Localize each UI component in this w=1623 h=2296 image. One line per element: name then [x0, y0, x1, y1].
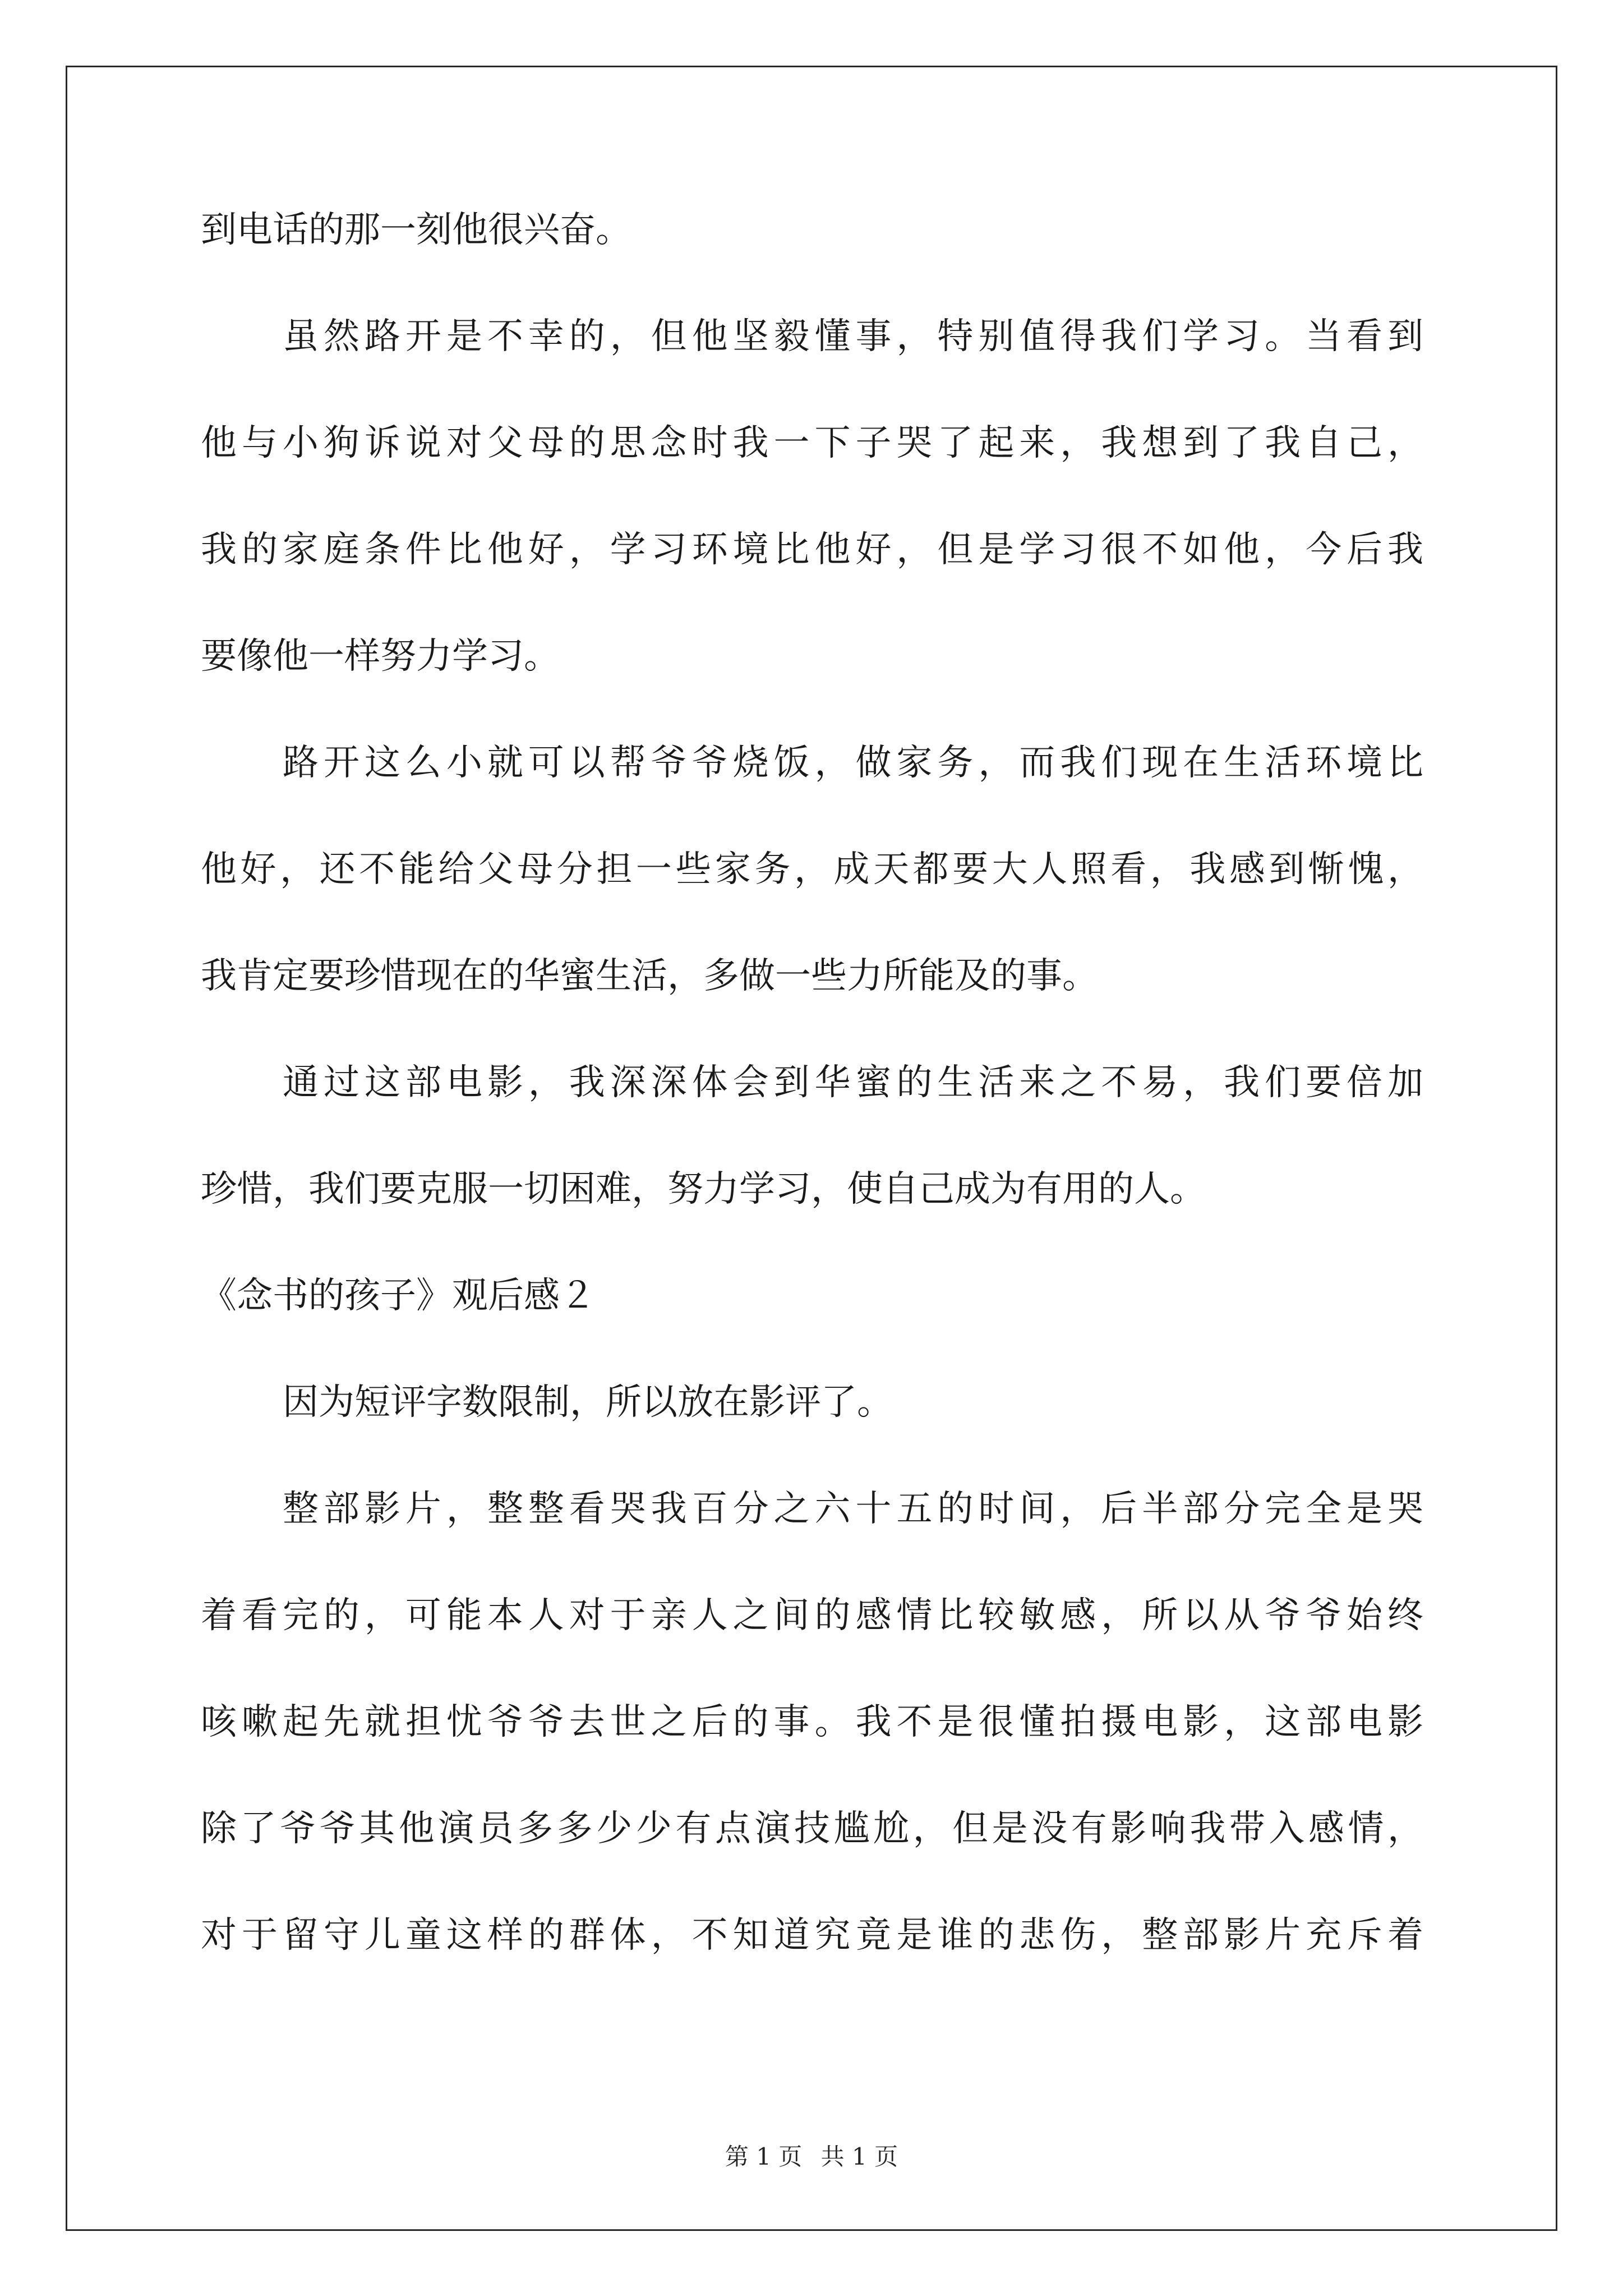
paragraph-line: 虽然路开是不幸的，但他坚毅懂事，特别值得我们学习。当看到 — [283, 316, 1423, 357]
section-heading: 《念书的孩子》观后感２ — [201, 1275, 596, 1317]
text-line: 咳嗽起先就担忧爷爷去世之后的事。我不是很懂拍摄电影，这部电影 — [201, 1701, 1423, 1743]
paragraph-line: 路开这么小就可以帮爷爷烧饭，做家务，而我们现在生活环境比 — [283, 742, 1423, 784]
text-line: 珍惜，我们要克服一切困难，努力学习，使自己成为有用的人。 — [201, 1168, 1206, 1210]
page-border — [66, 66, 1557, 2231]
text-line: 对于留守儿童这样的群体，不知道究竟是谁的悲伤，整部影片充斥着 — [201, 1915, 1423, 1956]
paragraph-line: 整部影片，整整看哭我百分之六十五的时间，后半部分完全是哭 — [283, 1488, 1423, 1530]
text-line: 他与小狗诉说对父母的思念时我一下子哭了起来，我想到了我自己， — [201, 422, 1423, 464]
page-total: 共 1 页 — [820, 2143, 898, 2170]
page-footer — [0, 2143, 1623, 2171]
text-line: 要像他一样努力学习。 — [201, 636, 560, 677]
text-line: 他好，还不能给父母分担一些家务，成天都要大人照看，我感到惭愧， — [201, 849, 1423, 890]
paragraph-line: 因为短评字数限制，所以放在影评了。 — [283, 1382, 893, 1423]
text-line: 我肯定要珍惜现在的华蜜生活，多做一些力所能及的事。 — [201, 955, 1098, 997]
text-line: 除了爷爷其他演员多多少少有点演技尴尬，但是没有影响我带入感情， — [201, 1808, 1423, 1849]
text-line: 我的家庭条件比他好，学习环境比他好，但是学习很不如他，今后我 — [201, 529, 1423, 570]
text-line: 到电话的那一刻他很兴奋。 — [201, 209, 631, 251]
page-number: 第 1 页 — [725, 2143, 803, 2170]
text-line: 着看完的，可能本人对于亲人之间的感情比较敏感，所以从爷爷始终 — [201, 1595, 1423, 1636]
paragraph-line: 通过这部电影，我深深体会到华蜜的生活来之不易，我们要倍加 — [283, 1062, 1423, 1103]
